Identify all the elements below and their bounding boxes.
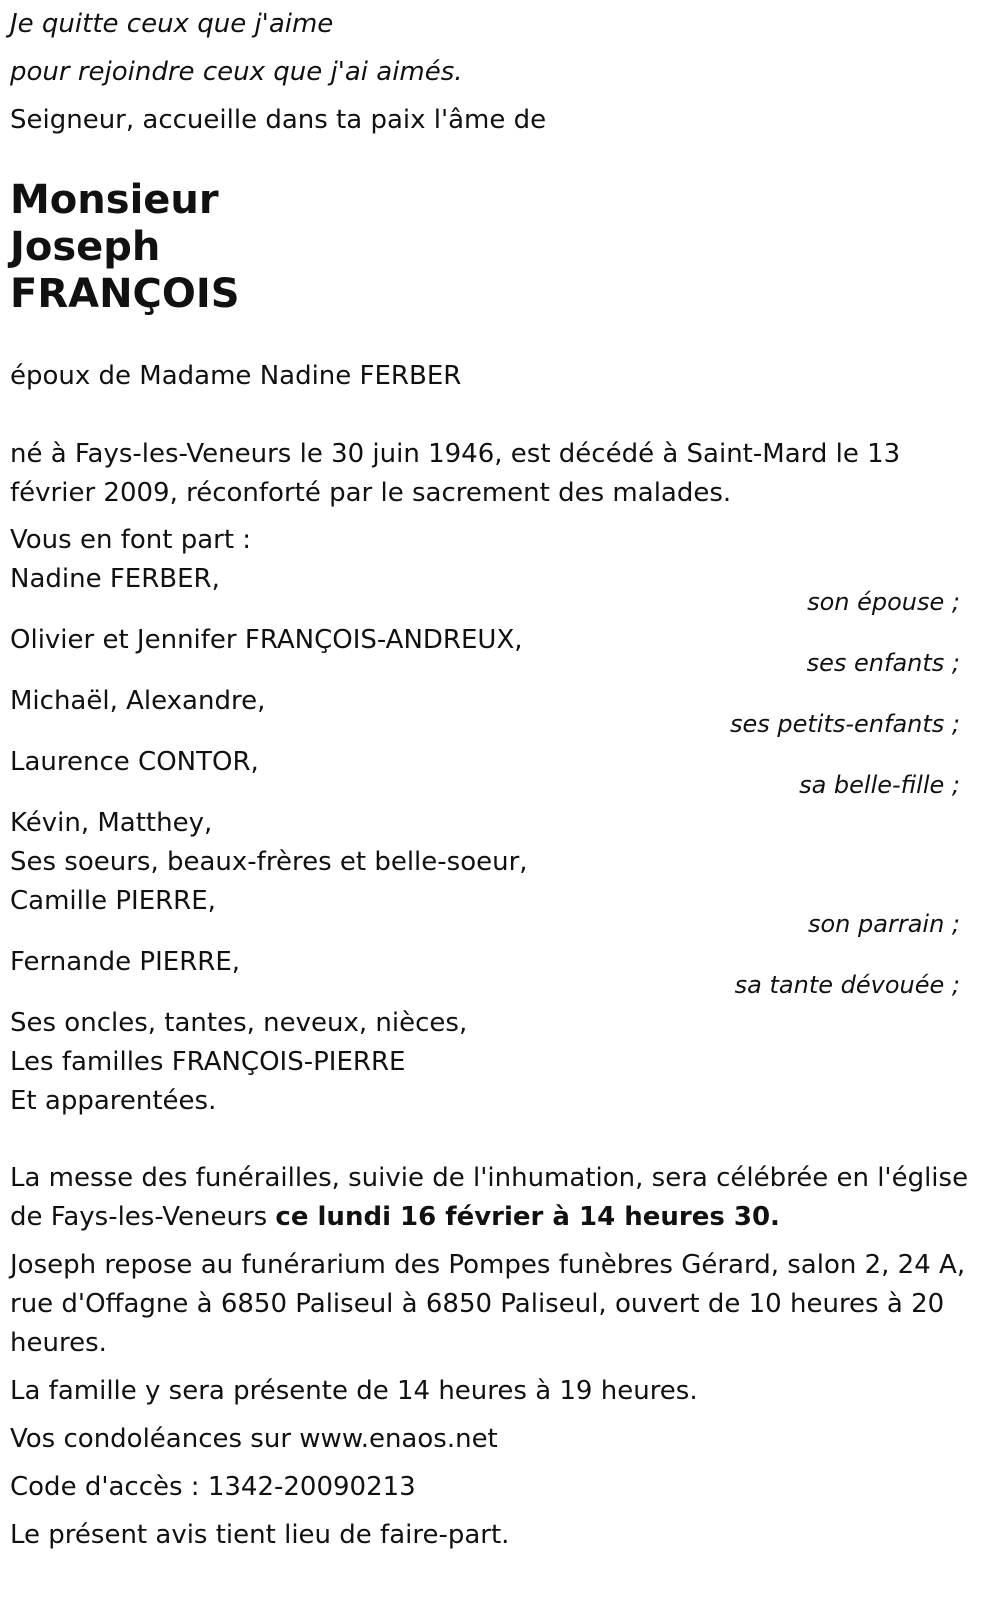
funeral-date: ce lundi 16 février à 14 heures 30.: [275, 1202, 780, 1232]
funeral-line-1: La messe des funérailles, suivie de l'inhumation, sera célébrée en l'église: [10, 1163, 969, 1193]
mourner-name: Michaël, Alexandre,: [10, 686, 266, 716]
mourner-role: ses petits-enfants ;: [729, 710, 960, 738]
mourner-name: Kévin, Matthey,: [10, 808, 213, 838]
mourner-role: sa tante dévouée ;: [734, 971, 960, 999]
birth-death-line-2: février 2009, réconforté par le sacrement des malades.: [10, 478, 732, 508]
funeral-place: de Fays-les-Veneurs: [10, 1202, 276, 1232]
condolences-line: Vos condoléances sur www.enaos.net: [10, 1424, 498, 1454]
birth-death-line-1: né à Fays-les-Veneurs le 30 juin 1946, est décédé à Saint-Mard le 13: [10, 439, 901, 469]
mourner-name: Laurence CONTOR,: [10, 747, 259, 777]
mourner-name: Les familles FRANÇOIS-PIERRE: [10, 1047, 406, 1077]
closing-line: Le présent avis tient lieu de faire-part.: [10, 1520, 510, 1550]
mourner-name: Olivier et Jennifer FRANÇOIS-ANDREUX,: [10, 625, 523, 655]
funeral-line-2: [10, 1197, 780, 1237]
mourner-name: Et apparentées.: [10, 1086, 217, 1116]
family-presence: La famille y sera présente de 14 heures à 19 heures.: [10, 1376, 698, 1406]
mourner-name: Camille PIERRE,: [10, 886, 216, 916]
poem-line-2: pour rejoindre ceux que j'ai aimés.: [10, 57, 463, 87]
mourner-name: Nadine FERBER,: [10, 564, 220, 594]
mourner-role: ses enfants ;: [806, 649, 960, 677]
repose-line-3: heures.: [10, 1328, 107, 1358]
deceased-last-name: FRANÇOIS: [10, 271, 240, 317]
deceased-first-name: Joseph: [10, 224, 161, 270]
mourner-name: Ses oncles, tantes, neveux, nièces,: [10, 1008, 468, 1038]
prayer-line: Seigneur, accueille dans ta paix l'âme de: [10, 105, 547, 135]
announcement-header: Vous en font part :: [10, 525, 252, 555]
mourner-name: Ses soeurs, beaux-frères et belle-soeur,: [10, 847, 528, 877]
poem-line-1: Je quitte ceux que j'aime: [10, 9, 334, 39]
mourner-name: Fernande PIERRE,: [10, 947, 241, 977]
mourner-role: son épouse ;: [807, 588, 960, 616]
repose-line-2: rue d'Offagne à 6850 Paliseul à 6850 Paliseul, ouvert de 10 heures à 20: [10, 1289, 945, 1319]
access-code: Code d'accès : 1342-20090213: [10, 1472, 416, 1502]
repose-line-1: Joseph repose au funérarium des Pompes funèbres Gérard, salon 2, 24 A,: [10, 1250, 966, 1280]
deceased-title: Monsieur: [10, 177, 219, 223]
spouse-line: époux de Madame Nadine FERBER: [10, 361, 462, 391]
mourner-role: son parrain ;: [807, 910, 960, 938]
mourner-role: sa belle-fille ;: [799, 771, 960, 799]
